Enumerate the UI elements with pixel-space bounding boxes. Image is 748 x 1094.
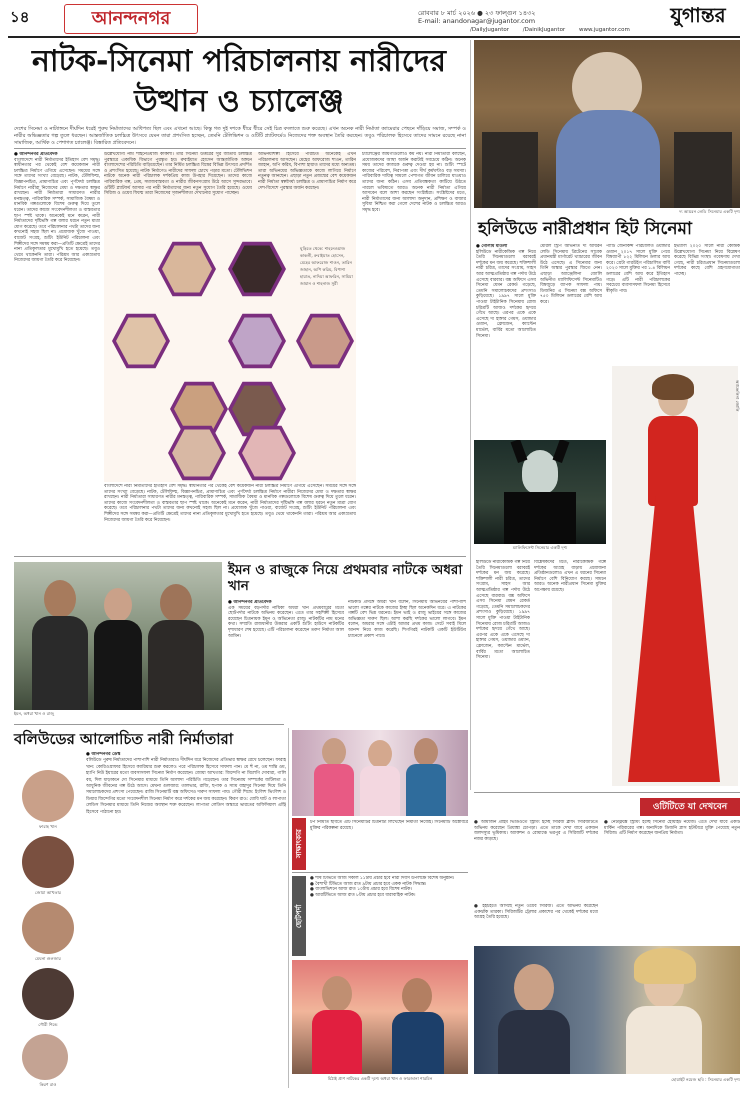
hollywood-byline: ● গোলাম মাওলা <box>476 244 508 249</box>
celebrities-photo <box>292 730 468 816</box>
imon-photo-caption: ইমন, অধরা খান ও রাজু <box>14 711 54 716</box>
director-portrait-5 <box>296 312 354 370</box>
ott-headline: ওটিটিতে যা দেখবেন <box>652 802 728 812</box>
masthead-rule <box>8 36 740 38</box>
tv-schedule <box>310 876 468 958</box>
hollywood-column-2: মেরিল স্ট্রিপ অভিনীত দ্য আয়রন লেডি সিনেমায় ব্রিটেনের সাবেক প্রধানমন্ত্রী মার্গারেট থ্যাচারের জীবন উঠে এসেছে। এ সিনেমার জন্য তিনি অস্কার পুরস্কার জিতে নেন। এছাড়া অ্যাঞ্জেলিনা জোলি অভিনীত ম্যালিফিসেন্ট সিনেমাটিও বিশ্বজুড়ে ব্যাপক সাফল্য পায়। ডিজনির এ সিনেমা বক্স অফিসে ৭৫০ মিলিয়ন ডলারের বেশি আয় করে। <box>540 244 602 305</box>
interview-label: সাক্ষাৎকার <box>295 829 303 859</box>
hollywood-column-5: বিশ্লেষকদের মতে, নারীকেন্দ্রিক গল্পে দর্শকের আগ্রহ বাড়ায় প্রযোজনা প্রতিষ্ঠানগুলোও এখন এ ধরনের সিনেমা নির্মাণে বেশি বিনিয়োগ করছে। সামনে আরও অনেক নারীপ্রধান সিনেমা মুক্তির অপেক্ষায় রয়েছে। <box>534 560 606 593</box>
sidebar-divider <box>288 728 289 1088</box>
bollywood-rule <box>14 724 284 725</box>
hollywood-column-1: ● গোলাম মাওলা হলিউডে নারীকেন্দ্রিক গল্প নিয়ে তৈরি সিনেমাগুলো বরাবরই দর্শকের মন জয় করেছে। শক্তিশালী নারী চরিত্র, তাদের সংগ্রাম, সাহস আর আত্মপ্রতিষ্ঠার গল্প পর্দায় উঠে এসেছে বারবার। বক্স অফিসে এসব সিনেমা যেমন রেকর্ড গড়েছে, তেমনি সমালোচকদের প্রশংসাও কুড়িয়েছে। ১৯৯৭ সালে মুক্তি পাওয়া টাইটানিক সিনেমায় রোজ চরিত্রটি আজও দর্শকের হৃদয়ে গেঁথে আছে। এরপর একে একে এসেছে দ্য হাঙ্গার গেমস, ওয়ান্ডার ওম্যান, ফ্রোজেন, ক্যাপ্টেন মার্ভেল, বার্বির মতো আলোচিত সিনেমা। <box>476 244 536 339</box>
gown-caption: অ্যাঞ্জেলিনা জোলি <box>735 380 740 412</box>
imon-adhora-raju-photo <box>14 562 222 710</box>
section-rule <box>14 556 466 557</box>
main-story-column-3: অভিনয়শিল্পী হিসেবে পরিচিত অনেকেই এখন পরিচালনায় আসছেন। মেহের আফরোজ শাওন, তারিন জাহান, অপি করিম, বিপাশা হায়াত তাদের মধ্যে অন্যতম। তারা অভিনয়ের অভিজ্ঞতাকে কাজে লাগিয়ে নির্মাণে নতুনত্ব আনছেন। এছাড়া নতুন প্রজন্মের বেশ কয়েকজন নারী নির্মাতা স্বল্পদৈর্ঘ্য চলচ্চিত্র ও প্রামাণ্যচিত্র নির্মাণ করে দেশ-বিদেশে পুরস্কার অর্জন করছেন। <box>258 152 356 191</box>
schedule-item: ● আরটিভিতে আজ রাত ৮টায় প্রচার হবে ধারাবাহিক নাটক। <box>310 892 416 898</box>
main-story-column-1 <box>14 152 100 552</box>
iron-lady-caption: দ্য আয়রন লেডি সিনেমার একটি দৃশ্য <box>679 209 740 214</box>
schedule-item: ● বাংলাভিশনে আজ রাত ১০টায় প্রচার হবে বিশেষ নাটক। <box>310 887 412 893</box>
zoya-akhtar-portrait <box>22 836 74 888</box>
main-story-column-2: উল্লেখযোগ্য নাম শাহনেওয়াজ কাকলী। তার সিনেমা উত্তরের সুর জাতীয় চলচ্চিত্র পুরস্কারে একাধিক বিভাগে পুরস্কৃত হয়। রুবাইয়াত হোসেন আন্তর্জাতিক অঙ্গনে বাংলাদেশের পরিচিতি বাড়িয়েছেন। তার নির্মিত চলচ্চিত্র বিশ্বের বিভিন্ন উৎসবে প্রদর্শিত ও প্রশংসিত হয়েছে। নাটক নির্মাণেও নারীদের সাফল্য চোখে পড়ার মতো। টেলিভিশন নাটকে অনেক নারী পরিচালক দর্শকপ্রিয় কাজ উপহার দিয়েছেন। তাদের কাজে পারিবারিক গল্প, প্রেম, সমাজবাস্তবতা ও নারীর জীবনসংগ্রাম উঠে আসে সুন্দরভাবে। ওটিটি প্ল্যাটফর্ম আসার পর নারী নির্মাতাদের জন্য নতুন সুযোগ তৈরি হয়েছে। ওয়েব সিরিজ ও ওয়েব ফিল্মে তারা নিজেদের সৃজনশীলতা দেখানোর সুযোগ পাচ্ছেন। <box>104 152 252 197</box>
facebook-link[interactable]: /DailyJugantor <box>470 27 510 33</box>
youtube-link[interactable]: /DainikJugantor <box>522 27 566 33</box>
main-byline: ● আনন্দনগর প্রতিবেদক <box>14 152 58 157</box>
bollywood-headline: বলিউডের আলোচিত নারী নির্মাতারা <box>14 730 234 748</box>
imon-column-2: নাটকটি প্রসঙ্গে অধরা খান বলেন, সিনেমায় অভিনয়ের পাশাপাশি ভালো গল্পের নাটকে কাজের ইচ্ছা ছিল অনেকদিন ধরে। এ নাটকের গল্পটি বেশ ভিন্ন ধরনের। ইমন ভাই ও রাজু ভাইয়ের সঙ্গে কাজের অভিজ্ঞতা দারুণ ছিল। আশা করছি দর্শকের ভালো লাগবে। ইমন বলেন, অধরার সঙ্গে এটাই আমার প্রথম কাজ। সেটে সবাই মিলে আনন্দ নিয়ে কাজ করেছি। শিগগিরই নাটকটি একটি ইউটিউব চ্যানেলে প্রকাশ পাবে। <box>348 600 466 639</box>
small-screen-label: ছোটপর্দা <box>295 904 303 928</box>
kiran-rao-portrait <box>22 1034 68 1080</box>
ott-column-2: ● নেটফ্লিক্সে স্ট্রিমিং হচ্ছে সিনেমা হোয়াইট নয়েজ। এতে দেখা যাবে একটি মার্কিন পরিবারের গল্প। অন্যদিকে ডিজনি প্লাস হটস্টারে মুক্তি পেয়েছে নতুন সিরিজ। এটি নির্মাণ করেছেন জনপ্রিয় নির্মাতা। <box>604 820 740 837</box>
imon-column-1: ● আনন্দনগর প্রতিবেদক এক সময়ের বড়পর্দার নায়িকা অধরা খান প্রথমবারের মতো ছোটপর্দার নাটকে অভিনয় করেছেন। এতে তার সহশিল্পী হিসেবে রয়েছেন চিত্রনায়ক ইমন ও অভিনেতা রাজু। নাটকটির নাম মনের কথা। সম্প্রতি রাজধানীর উত্তরার একটি শুটিং হাউসে নাটকটির দৃশ্যধারণ শেষ হয়েছে। এটি পরিচালনা করেছেন তরুণ নির্মাতা আল আমিন। <box>228 600 344 639</box>
main-headline-line2: উত্থান ও চ্যালেঞ্জ <box>134 84 344 119</box>
schedule-item: ● শীর্ষ টিভিতে আজ সকাল ১১টায় প্রচার হবে নারী দিবস উপলক্ষে বিশেষ অনুষ্ঠান। <box>310 876 455 881</box>
bollywood-name-3: মেঘনা গুলজার <box>35 956 61 961</box>
white-noise-caption: হোয়াইট নয়েজ ছবি : সিনেমার একটি দৃশ্য <box>671 1077 740 1082</box>
main-story-column-5: বাংলাদেশে নারী নির্মাতাদের ইতিহাস বেশ সমৃদ্ধ। স্বাধীনতার পর থেকেই বেশ কয়েকজন নারী চলচ্চিত্র নির্মাণে এগিয়ে এসেছেন। সময়ের সঙ্গে সঙ্গে তাদের সংখ্যা বেড়েছে। নাটক, টেলিফিল্ম, বিজ্ঞাপনচিত্র, প্রামাণ্যচিত্র এবং পূর্ণদৈর্ঘ্য চলচ্চিত্র নির্মাণে নারীরা নিজেদের মেধা ও দক্ষতার স্বাক্ষর রাখছেন। নারী নির্মাতারা সাধারণত নারীর মনস্তত্ত্ব, পারিবারিক সম্পর্ক, সামাজিক বৈষম্য ও মানবিক গল্পগুলোকে বিশেষ গুরুত্ব দিয়ে তুলে ধরেন। তাদের কাজে সংবেদনশীলতা ও বাস্তবতার ছাপ স্পষ্ট থাকে। অনেকেই মনে করেন, নারী নির্মাতাদের দৃষ্টিভঙ্গি গল্প বলার ধরনে নতুন মাত্রা যোগ করেছে। তবে পরিচালনার পথটা তাদের জন্য কখনোই সহজ ছিল না। প্রযোজক খুঁজে পাওয়া, বাজেট সংগ্রহ, শুটিং ইউনিট পরিচালনা এবং শিল্পীদের সঙ্গে সমন্বয় করা—প্রতিটি ক্ষেত্রেই তাদের নানা প্রতিকূলতার মুখোমুখি হতে হয়েছে। তবুও থেমে থাকেননি তারা। পরিশ্রম আর একাগ্রতায় নিজেদের জায়গা তৈরি করে নিয়েছেন। <box>104 484 356 523</box>
bollywood-text: ● আনন্দনগর ডেস্ক বলিউডে পুরুষ নির্মাতাদের পাশাপাশি নারী নির্মাতারাও দীর্ঘদিন ধরে নিজেদের প্রতিভার স্বাক্ষর রেখে চলেছেন। ফারাহ খান: কোরিওগ্রাফার হিসেবে ক্যারিয়ার শুরু করলেও পরে পরিচালক হিসেবে সাফল্য পান। মে হুঁ না, ওম শান্তি ওম, হ্যাপি নিউ ইয়ারের মতো ব্যবসাসফল সিনেমা নির্মাণ করেছেন। জোয়া আখতার: জিন্দেগি না মিলেগি দোবারা, গালি বয়, দিল ধাড়াকনে দো সিনেমার মাধ্যমে তিনি আলাদা পরিচিতি গড়েছেন। তার সিনেমায় সম্পর্কের জটিলতা ও আধুনিক জীবনের গল্প উঠে আসে। মেঘনা গুলজার: তালভার, রাজি, ছপাক ও স্যাম বাহাদুর সিনেমা দিয়ে তিনি সমালোচকদের প্রশংসা পেয়েছেন। রাজি সিনেমাটি বক্স অফিসেও দারুণ সাফল্য পায়। গৌরী শিন্ডে: ইংলিশ ভিংলিশ ও ডিয়ার জিন্দেগির মতো সংবেদনশীল সিনেমা নির্মাণ করে দর্শকের মন জয় করেছেন। কিরণ রাও: ধোবি ঘাট ও লাপাতা লেডিস সিনেমার মাধ্যমে তিনি নিজের অবস্থান শক্ত করেছেন। লাপাতা লেডিস অস্কারে ভারতের অফিসিয়াল এন্ট্রি হিসেবে পাঠানো হয়। <box>86 752 286 815</box>
imon-headline: ইমন ও রাজুকে নিয়ে প্রথমবার নাটকে অধরা খান <box>228 562 463 594</box>
director-portrait-4 <box>228 312 286 370</box>
hollywood-column-6: হলিউডে নারীকেন্দ্রিক গল্প নিয়ে তৈরি সিনেমাগুলো বরাবরই দর্শকের মন জয় করেছে। শক্তিশালী নারী চরিত্র, তাদের সংগ্রাম, সাহস আর আত্মপ্রতিষ্ঠার গল্প পর্দায় উঠে এসেছে বারবার। বক্স অফিসে এসব সিনেমা যেমন রেকর্ড গড়েছে, তেমনি সমালোচকদের প্রশংসাও কুড়িয়েছে। ১৯৯৭ সালে মুক্তি পাওয়া টাইটানিক সিনেমায় রোজ চরিত্রটি আজও দর্শকের হৃদয়ে গেঁথে আছে। এরপর একে একে এসেছে দ্য হাঙ্গার গেমস, ওয়ান্ডার ওম্যান, ফ্রোজেন, ক্যাপ্টেন মার্ভেল, বার্বির মতো আলোচিত সিনেমা। <box>476 560 530 661</box>
bollywood-byline: ● আনন্দনগর ডেস্ক <box>86 752 121 757</box>
sidebar-text: টপ নির্মিতি ছবিতে এটি সিনেমাটির চিত্রনাট্য লিখেছেন নির্মাতা নিজেই। সিনেমাটি অক্টোবরে মুক্তির পরিকল্পনা রয়েছে। <box>310 820 468 831</box>
hex-photo-caption: ঘুড়িতে থেকে: শাহনেওয়াজ কাকলী, রুবাইয়াত হোসেন, মেহের আফরোজ শাওন, তারিন জাহান, অপি করিম, বিপাশা হায়াত, নাদিয়া আফরিন, সামিয়া জামান ও শাহনাজ সুমী <box>300 246 353 286</box>
bollywood-name-5: কিরণ রাও <box>39 1082 57 1087</box>
ott-rule <box>474 792 740 793</box>
meghna-gulzar-portrait <box>22 902 74 954</box>
schedule-item: ● বৈশাখী টিভিতে আজ রাত ৯টায় প্রচার হবে একক নাটক সিদ্ধান্ত। <box>310 881 427 887</box>
imon-byline: ● আনন্দনগর প্রতিবেদক <box>228 600 272 605</box>
main-intro: দেশের সিনেমা ও নাট্যাঙ্গনে দীর্ঘদিন ধরেই পুরুষ নির্মাতাদের আধিপত্য ছিল এবং এখনো আছে। কিন্তু গত দুই দশকে ধীরে ধীরে সেই চিত্র বদলাতে শুরু করেছে। এখন অনেক নারী নির্মাতা ক্যামেরার পেছনে দাঁড়িয়ে সমাজ, সম্পর্ক ও নারীর অভিজ্ঞতার গল্প তুলে ধরছেন। আন্তর্জাতিক চলচ্চিত্র উৎসবে যেমন তারা প্রশংসিত হচ্ছেন, তেমনি টেলিভিশন ও ওটিটি প্ল্যাটফর্মেও নিজেদের শক্ত অবস্থান তৈরি করছেন। তবুও পরিচালক হিসেবে তাদের সামনে রয়েছে নানা সামাজিক, আর্থিক ও পেশাগত চ্যালেঞ্জ। বিস্তারিত প্রতিবেদনে। <box>14 126 466 146</box>
director-portrait-3 <box>112 312 170 370</box>
main-col1-text: বাংলাদেশে নারী নির্মাতাদের ইতিহাস বেশ সমৃদ্ধ। স্বাধীনতার পর থেকেই বেশ কয়েকজন নারী চলচ্চিত্র নির্মাণে এগিয়ে এসেছেন। সময়ের সঙ্গে সঙ্গে তাদের সংখ্যা বেড়েছে। নাটক, টেলিফিল্ম, বিজ্ঞাপনচিত্র, প্রামাণ্যচিত্র এবং পূর্ণদৈর্ঘ্য চলচ্চিত্র নির্মাণে নারীরা নিজেদের মেধা ও দক্ষতার স্বাক্ষর রাখছেন। নারী নির্মাতারা সাধারণত নারীর মনস্তত্ত্ব, পারিবারিক সম্পর্ক, সামাজিক বৈষম্য ও মানবিক গল্পগুলোকে বিশেষ গুরুত্ব দিয়ে তুলে ধরেন। তাদের কাজে সংবেদনশীলতা ও বাস্তবতার ছাপ স্পষ্ট থাকে। অনেকেই মনে করেন, নারী নির্মাতাদের দৃষ্টিভঙ্গি গল্প বলার ধরনে নতুন মাত্রা যোগ করেছে। তবে পরিচালনার পথটা তাদের জন্য কখনোই সহজ ছিল না। প্রযোজক খুঁজে পাওয়া, বাজেট সংগ্রহ, শুটিং ইউনিট পরিচালনা এবং শিল্পীদের সঙ্গে সমন্বয় করা—প্রতিটি ক্ষেত্রেই তাদের নানা প্রতিকূলতার মুখোমুখি হতে হয়েছে। তবুও থেমে থাকেননি তারা। পরিশ্রম আর একাগ্রতায় নিজেদের জায়গা তৈরি করে নিয়েছেন। <box>14 157 100 264</box>
main-headline: নাটক-সিনেমা পরিচালনায় নারীদের <box>32 44 446 79</box>
main-story-column-4: চ্যালেঞ্জের জায়গাগুলোও কম নয়। নারী নির্মাতারা বলছেন, প্রযোজকদের আস্থা অর্জন করাটাই সবচেয়ে কঠিন। অনেক সময় তাদের কাজকে গুরুত্ব দেওয়া হয় না। শুটিং স্পটে কাজের পরিবেশ, নিরাপত্তা এবং দীর্ঘ কর্মঘণ্টাও বড় সমস্যা। পারিবারিক দায়িত্ব সামলে পেশাগত জীবন চালিয়ে যাওয়াও তাদের জন্য কঠিন। এসব প্রতিবন্ধকতা কাটিয়ে উঠতে পারলে ভবিষ্যতে আরও অনেক নারী নির্মাতা এগিয়ে আসবেন বলে আশা করছেন সংশ্লিষ্টরা। সংশ্লিষ্টদের মতে, নারী নির্মাতাদের জন্য আলাদা অনুদান, প্রশিক্ষণ ও বাজার সুবিধা নিশ্চিত করা গেলে দেশের নাটক ও চলচ্চিত্র আরও সমৃদ্ধ হবে। <box>362 152 466 213</box>
maleficent-photo <box>474 440 606 544</box>
iron-lady-photo <box>474 40 740 208</box>
bollywood-name-1: ফারাহ খান <box>39 824 57 829</box>
hollywood-column-3: প্যাটি জেনকিন্স পরিচালিত ওয়ান্ডার ওম্যান ২০১৭ সালে মুক্তি পেয়ে বিশ্বব্যাপী ৮২২ মিলিয়ন ডলার আয় করে। গ্রেটা গারউইগ পরিচালিত বার্বি ২০২৩ সালে মুক্তির পর ১.৪ বিলিয়ন ডলারের বেশি আয় করে ইতিহাস গড়ে। এটি নারী পরিচালকের সবচেয়ে ব্যবসাসফল সিনেমা হিসেবে স্বীকৃতি পায়। <box>606 244 670 294</box>
director-portrait-8 <box>168 424 226 482</box>
website-link[interactable]: www.jugantor.com <box>578 27 630 33</box>
intro-rule <box>14 148 466 149</box>
gauri-shinde-portrait <box>22 968 74 1020</box>
column-divider <box>470 40 471 790</box>
bollywood-name-4: গৌরী শিন্ডে <box>38 1022 58 1027</box>
sidebar-rule <box>292 872 468 873</box>
director-portrait-9 <box>238 424 296 482</box>
white-noise-photo <box>474 946 740 1074</box>
mithai-pran-caption: মিঠাই প্রাণ নাটকের একটি দৃশ্যে অধরা খান ও ফারজানা শারমিন <box>327 1076 433 1081</box>
social-links <box>470 27 740 35</box>
bollywood-name-2: জোয়া আখতার <box>35 890 61 895</box>
red-gown-photo <box>612 366 738 786</box>
date-line: রোববার ৮ মার্চ ২০২৬ ● ২৩ ফাল্গুন ১৪৩২ <box>418 9 536 17</box>
farah-khan-portrait <box>22 770 74 822</box>
ott-column-3: ● হইচইতে আসছে নতুন ওয়েব সিরিজ। এতে অভিনয় করেছেন একঝাঁক তারকা। সিরিজটির ট্রেলার প্রকাশের পর থেকেই দর্শকের মধ্যে আগ্রহ তৈরি হয়েছে। <box>474 904 598 921</box>
section-logo: আনন্দনগর <box>64 4 198 34</box>
ott-column-1: ● আমাজন প্রাইম ভিডিওতে স্ট্রিমিং হচ্ছে সিরিজ ব্লাফ। সিরিজটিতে অভিনয় করেছেন প্রিয়াঙ্কা চোপড়া। এতে তাকে দেখা যাবে একজন জলদস্যুর ভূমিকায়। অ্যাকশন ও রোমাঞ্চে ভরপুর এ সিরিজটি দর্শকের নজর কাড়ছে। <box>474 820 598 842</box>
email-line[interactable]: E-mail: anandonagar@jugantor.com <box>418 17 536 25</box>
page-number: ১৪ <box>10 8 30 26</box>
newspaper-logo: যুগান্তর <box>670 3 726 27</box>
director-portrait-1 <box>158 240 216 298</box>
hollywood-column-4: ইভ্যালি ২০২০ সালে নারী কেন্দ্রিক উল্লেখযোগ্য সিনেমা নিয়ে বিশ্লেষণ করেছে বিভিন্ন সংস্থা। গবেষণায় দেখা গেছে, নারী চরিত্রপ্রধান সিনেমাগুলো দর্শকের কাছে বেশি গ্রহণযোগ্যতা পাচ্ছে। <box>674 244 740 277</box>
director-portrait-2 <box>228 240 286 298</box>
maleficent-caption: ম্যালিফিসেন্ট সিনেমার একটি দৃশ্য <box>512 545 568 550</box>
mithai-pran-photo <box>292 960 468 1074</box>
hollywood-headline: হলিউডে নারীপ্রধান হিট সিনেমা <box>478 219 692 239</box>
